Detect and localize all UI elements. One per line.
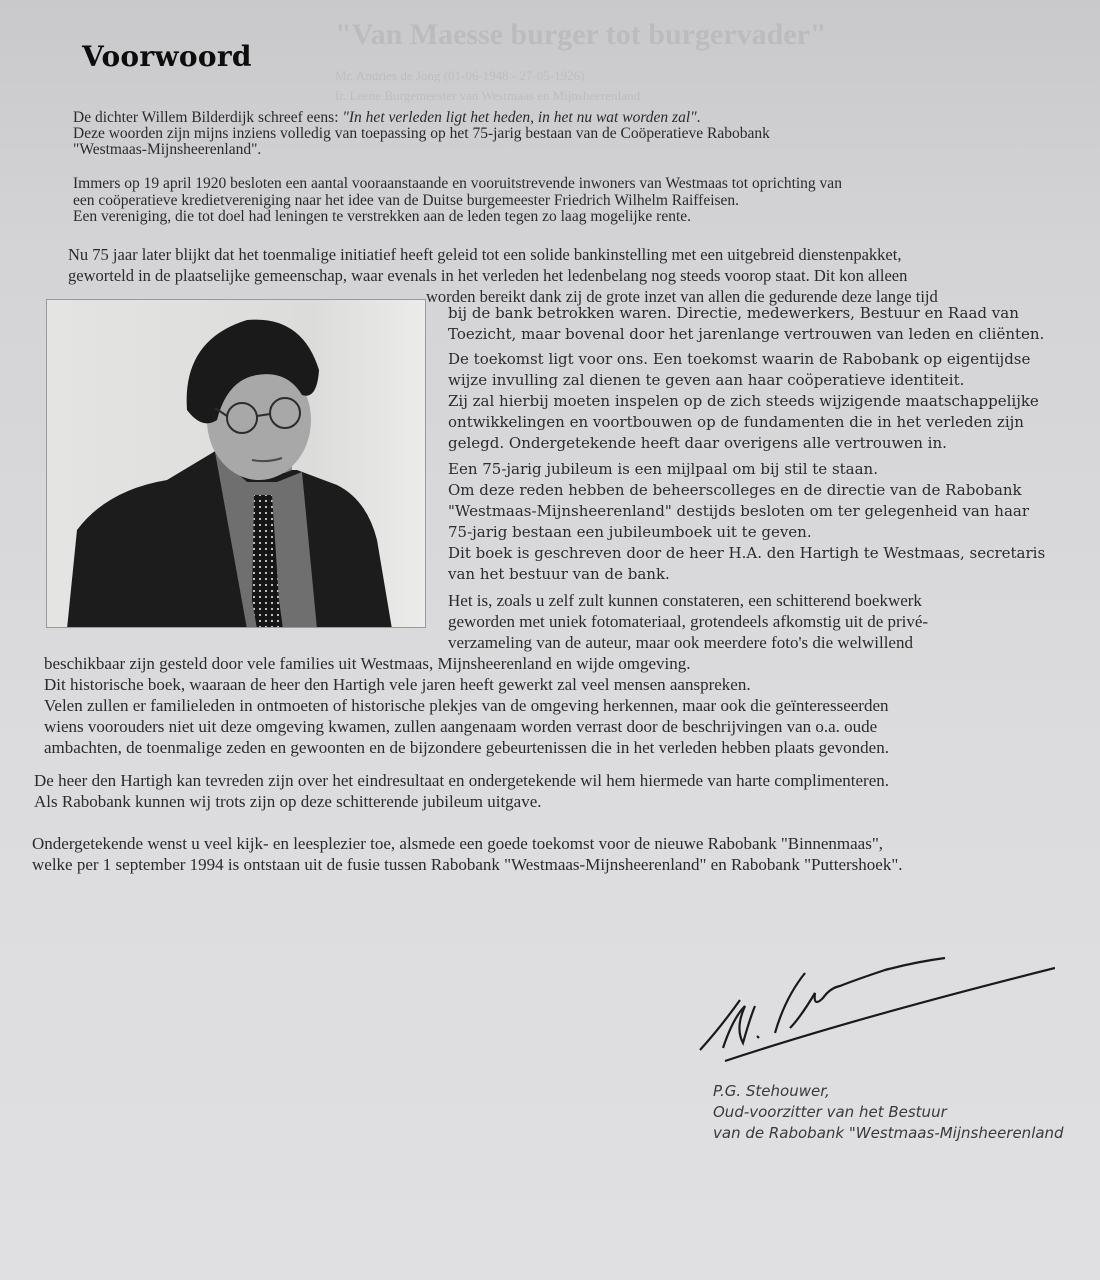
bleed-through-subtitle: Mr. Andries de Jong (01-06-1948 - 27-05-1926) — [335, 68, 585, 83]
text-line: bij de bank betrokken waren. Directie, medewerkers, Bestuur en Raad van — [448, 304, 1019, 322]
text-line: ambachten, de toenmalige zeden en gewoonten en de bijzondere gebeurtenissen die in het verleden hebben plaats gevonden. — [44, 738, 889, 757]
page-title: Voorwoord — [82, 40, 252, 73]
paragraph-compliments — [34, 770, 889, 812]
text-line: Als Rabobank kunnen wij trots zijn op deze schitterende jubileum uitgave. — [34, 792, 542, 811]
text-line: Velen zullen er familieleden in ontmoeten of historische plekjes van de omgeving herkennen, maar ook die geïnteresseerden — [44, 696, 889, 715]
paragraph-intro — [73, 110, 770, 158]
text-span: De dichter Willem Bilderdijk schreef eens: — [73, 109, 343, 126]
bleed-through-subtitle: Ir. Leene Burgemeester van Westmaas en Mijnsheerenland — [335, 88, 640, 103]
text-line: wiens voorouders niet uit deze omgeving kwamen, zullen aangenaam worden verrast door de beschrijvingen van o.a. oude — [44, 717, 878, 736]
text-line: Nu 75 jaar later blijkt dat het toenmalige initiatief heeft geleid tot een solide bankinstelling met een uitgebreid dienstenpakket, — [68, 245, 902, 264]
text-line: worden bereikt dank zij de grote inzet van allen die gedurende deze lange tijd — [426, 287, 938, 306]
text-line: Dit boek is geschreven door de heer H.A. den Hartigh te Westmaas, secretaris — [448, 544, 1046, 562]
text-line: "Westmaas-Mijnsheerenland". — [73, 141, 262, 158]
text-line: De heer den Hartigh kan tevreden zijn over het eindresultaat en ondergetekende wil hem hiermede van harte complimenteren. — [34, 771, 889, 790]
portrait-image — [47, 300, 426, 628]
text-line: gelegd. Ondergetekende heeft daar overigens alle vertrouwen in. — [448, 434, 947, 452]
paragraph-future — [448, 349, 1039, 454]
paragraph-history — [73, 176, 842, 226]
text-line: De toekomst ligt voor ons. Een toekomst waarin de Rabobank op eigentijdse — [448, 350, 1031, 368]
paragraph-jubilee — [448, 459, 1045, 585]
text-line: Het is, zoals u zelf zult kunnen constateren, een schitterend boekwerk — [448, 591, 922, 610]
quote: "In het verleden ligt het heden, in het nu wat worden zal" — [342, 109, 697, 126]
text-line: geworden met uniek fotomateriaal, grotendeels afkomstig uit de privé- — [448, 612, 929, 631]
text-line: een coöperatieve kredietvereniging naar het idee van de Duitse burgemeester Friedrich Wilhelm Raiffeisen. — [73, 191, 740, 209]
text-line: beschikbaar zijn gesteld door vele families uit Westmaas, Mijnsheerenland en wijde omgeving. — [44, 654, 691, 673]
text-line: Deze woorden zijn mijns inziens volledig van toepassing op het 75-jarig bestaan van de Coöperatieve Rabobank — [73, 125, 770, 142]
text-line: Een 75-jarig jubileum is een mijlpaal om bij stil te staan. — [448, 460, 878, 478]
signatory-organization: van de Rabobank "Westmaas-Mijnsheerenland — [713, 1124, 1064, 1142]
text-line: Immers op 19 april 1920 besloten een aantal vooraanstaande en vooruitstrevende inwoners van Westmaas tot oprichting van — [73, 175, 842, 192]
paragraph-initiative — [68, 244, 938, 307]
text-line: Dit historische boek, waaraan de heer den Hartigh vele jaren heeft gewerkt zal veel mensen aanspreken. — [44, 675, 751, 694]
text-line: welke per 1 september 1994 is ontstaan uit de fusie tussen Rabobank "Westmaas-Mijnsheerenland" en Rabobank "Puttershoek". — [32, 855, 903, 874]
text-line: "Westmaas-Mijnsheerenland" destijds besloten om ter gelegenheid van haar — [448, 502, 1030, 520]
paragraph-book — [448, 590, 928, 653]
paragraph-book-cont — [44, 653, 889, 758]
paragraph-closing — [32, 833, 903, 875]
text-line: van het bestuur van de bank. — [448, 565, 670, 583]
bleed-through-title: "Van Maesse burger tot burgervader" — [335, 18, 827, 51]
text-span: . — [696, 109, 701, 126]
signatory-role: Oud-voorzitter van het Bestuur — [713, 1103, 947, 1121]
text-line: Een vereniging, die tot doel had leningen te verstrekken aan de leden tegen zo laag mogelijke rente. — [73, 208, 692, 225]
signature-block — [713, 1081, 1064, 1144]
text-line: ontwikkelingen en voortbouwen op de fundamenten die in het verleden zijn — [448, 413, 1024, 431]
text-line: geworteld in de plaatselijke gemeenschap, waar evenals in het verleden het ledenbelang nog steeds voorop staat. Dit kon alleen — [68, 266, 908, 285]
text-line: Zij zal hierbij moeten inspelen op de zich steeds wijzigende maatschappelijke — [448, 392, 1039, 410]
signatory-name: P.G. Stehouwer, — [713, 1082, 830, 1100]
text-line: wijze invulling zal dienen te geven aan haar coöperatieve identiteit. — [448, 371, 965, 389]
text-line: Toezicht, maar bovenal door het jarenlange vertrouwen van leden en cliënten. — [448, 325, 1045, 343]
paragraph-initiative-cont — [448, 303, 1044, 345]
text-line: 75-jarig bestaan een jubileumboek uit te geven. — [448, 523, 812, 541]
text-line: Ondergetekende wenst u veel kijk- en leesplezier toe, alsmede een goede toekomst voor de nieuwe Rabobank "Binnenmaas", — [32, 834, 884, 853]
text-line: Om deze reden hebben de beheerscolleges en de directie van de Rabobank — [448, 481, 1022, 499]
text-line: verzameling van de auteur, maar ook meerdere foto's die welwillend — [448, 633, 913, 652]
portrait-photo — [46, 299, 426, 628]
text-line — [73, 110, 770, 126]
handwritten-signature — [695, 948, 1055, 1068]
